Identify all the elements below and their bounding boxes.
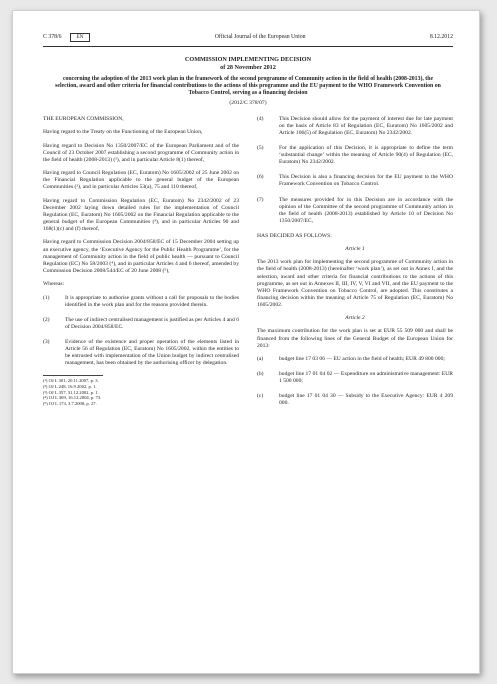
- article-1-heading: Article 1: [345, 246, 365, 253]
- recital-number: (4): [257, 115, 264, 122]
- footnote: (⁴) OJ L 369, 16.12.2004, p. 73.: [43, 395, 102, 401]
- budget-line-text: budget line 17 01 04 30 — Subsidy to the Executive Agency: EUR 4 209 000.: [279, 393, 453, 407]
- decision-subject: concerning the adoption of the 2013 work plan in the framework of the second programme of Community action in the field of health (2008-2013), the selection, award and other criteria for financial contributions to the actions of this programme and the EU payment to the WHO Framework Convention on Tobacco Control, serving as a financing decision: [55, 75, 441, 96]
- article-2-text: The maximum contribution for the work plan is set at EUR 55 509 000 and shall be financed from the following lines of the General Budget of the European Union for 2013:: [257, 328, 453, 349]
- publication-date: 8.12.2012: [429, 33, 453, 40]
- decision-date: of 28 November 2012: [220, 63, 276, 71]
- budget-line-text: budget line 17 01 04 02 — Expenditure on administrative management: EUR 1 500 000;: [279, 371, 453, 385]
- page-header: [43, 33, 453, 42]
- budget-line: [257, 356, 453, 363]
- language-badge: EN: [70, 33, 91, 42]
- budget-line-letter: (c): [257, 393, 264, 400]
- footnote: (¹) OJ L 301, 20.11.2007, p. 3.: [43, 378, 99, 384]
- journal-name: Official Journal of the European Union: [214, 33, 306, 40]
- recital-text: It is appropriate to authorise grants without a call for proposals to the bodies identified in the work plan and for the reasons provided therein.: [65, 294, 239, 308]
- recital-text: The measures provided for in this Decision are in accordance with the opinion of the Committee of the second programme of Community action in the field of health (2008-2013) established by Article 10 of Decision No 1350/2007/EC,: [279, 196, 453, 224]
- footnote-rule: [43, 375, 103, 376]
- footnote: (²) OJ L 248, 16.9.2002, p. 1.: [43, 383, 97, 389]
- citation-paragraph: Having regard to Council Regulation (EC, Euratom) No 1605/2002 of 25 June 2002 on the Financial Regulation applicable to the general budget of the European Communities (²), and in particular Articles 53(a), 75 and 110 thereof,: [43, 170, 239, 191]
- whereas-label: Whereas:: [43, 281, 65, 288]
- footnote: (³) OJ L 357, 31.12.2002, p. 1.: [43, 389, 99, 395]
- recital: [43, 339, 239, 367]
- left-column: [43, 116, 239, 416]
- budget-line-letter: (a): [257, 356, 264, 363]
- citation-paragraph: Having regard to Commission Regulation (EC, Euratom) No 2342/2002 of 23 December 2002 laying down detailed rules for the implementation of Council Regulation (EC, Euratom) No 1605/2002 on the Financial Regulation applicable to the general budget of the European Communities (³), and in particular Articles 90 and 168(1)(c) and (f) thereof,: [43, 197, 239, 233]
- right-column: [257, 116, 453, 416]
- recital-number: (3): [43, 339, 50, 346]
- budget-line-letter: (b): [257, 371, 264, 378]
- article-2-heading: Article 2: [345, 315, 365, 322]
- recital: [257, 145, 453, 166]
- recital-text: For the application of this Decision, it is appropriate to define the term ‘substantial change’ within the meaning of Article 90(4) of Regulation (EC, Euratom) No 2342/2002.: [279, 145, 453, 166]
- recital-number: (1): [43, 294, 50, 301]
- footnote: (⁵) OJ L 173, 3.7.2008, p. 27.: [43, 400, 97, 406]
- recital-text: The use of indirect centralised management is justified as per Articles 4 and 6 of Decision 2004/858/EC.: [65, 316, 239, 330]
- citation-paragraph: Having regard to Decision No 1350/2007/EC of the European Parliament and of the Council of 23 October 2007 establishing a second programme of Community action in the field of health (2008-2013) (¹), and in particular Article 8(1) thereof,: [43, 142, 239, 163]
- recital-number: (5): [257, 145, 264, 152]
- citation-paragraph: Having regard to Commission Decision 2004/858/EC of 15 December 2004 setting up an executive agency, the ‘Executive Agency for the Public Health Programme’, for the management of Community action in the field of public health — pursuant to Council Regulation (EC) No 58/2003 (⁴), and in particular Articles 4 and 6 thereof, amended by Commission Decision 2008/544/EC of 20 June 2008 (⁵),: [43, 239, 239, 274]
- recital-text: This Decision should allow for the payment of interest due for late payment on the basis of Article 83 of Regulation (EC, Euratom) No 1605/2002 and Article 106(5) of Regulation (EC, Euratom) No 2342/2002.: [279, 115, 453, 136]
- document-page: [12, 10, 480, 674]
- decision-title: COMMISSION IMPLEMENTING DECISION: [184, 55, 312, 63]
- recital-number: (7): [257, 196, 264, 203]
- decision-reference: (2012/C 378/07): [229, 99, 267, 106]
- article-1-text: The 2013 work plan for implementing the second programme of Community action in the field of health (2008-2013) (hereinafter ‘work plan’), as set out in Annex I, and the selection, award and other criteria for financial contributions to the actions of this programme, as set out in Annexes II, III, IV, V, VI and VII, and the EU payment to the WHO Framework Convention on Tobacco Control, are adopted. This constitutes a financing decision within the meaning of Article 75 of Regulation (EC, Euratom) No 1605/2002.: [257, 259, 453, 308]
- recital: [257, 116, 453, 137]
- citation-paragraph: Having regard to the Treaty on the Functioning of the European Union,: [43, 129, 203, 136]
- intro-line: THE EUROPEAN COMMISSION,: [43, 115, 124, 122]
- page-reference: C 378/6: [43, 33, 62, 40]
- recital-text: Evidence of the existence and proper operation of the elements listed in Article 56 of Regulation (EC, Euratom) No 1605/2002, within the entities to be entrusted with implementation of the Union budget by indirect centralised management, has been obtained by the authorising officer by delegation.: [65, 339, 239, 367]
- recital-number: (2): [43, 316, 50, 323]
- recital-text: This Decision is also a financing decision for the EU payment to the WHO Framework Convention on Tobacco Control.: [279, 174, 453, 188]
- recital: [43, 295, 239, 309]
- recital: [257, 197, 453, 225]
- budget-line-text: budget line 17 03 06 — EU action in the field of health; EUR 49 800 000;: [279, 356, 445, 363]
- recital: [257, 174, 453, 188]
- recital-number: (6): [257, 174, 264, 181]
- decided-label: HAS DECIDED AS FOLLOWS:: [257, 232, 332, 239]
- recital: [43, 317, 239, 331]
- header-rule: [43, 46, 453, 47]
- budget-line: [257, 371, 453, 385]
- budget-line: [257, 393, 453, 407]
